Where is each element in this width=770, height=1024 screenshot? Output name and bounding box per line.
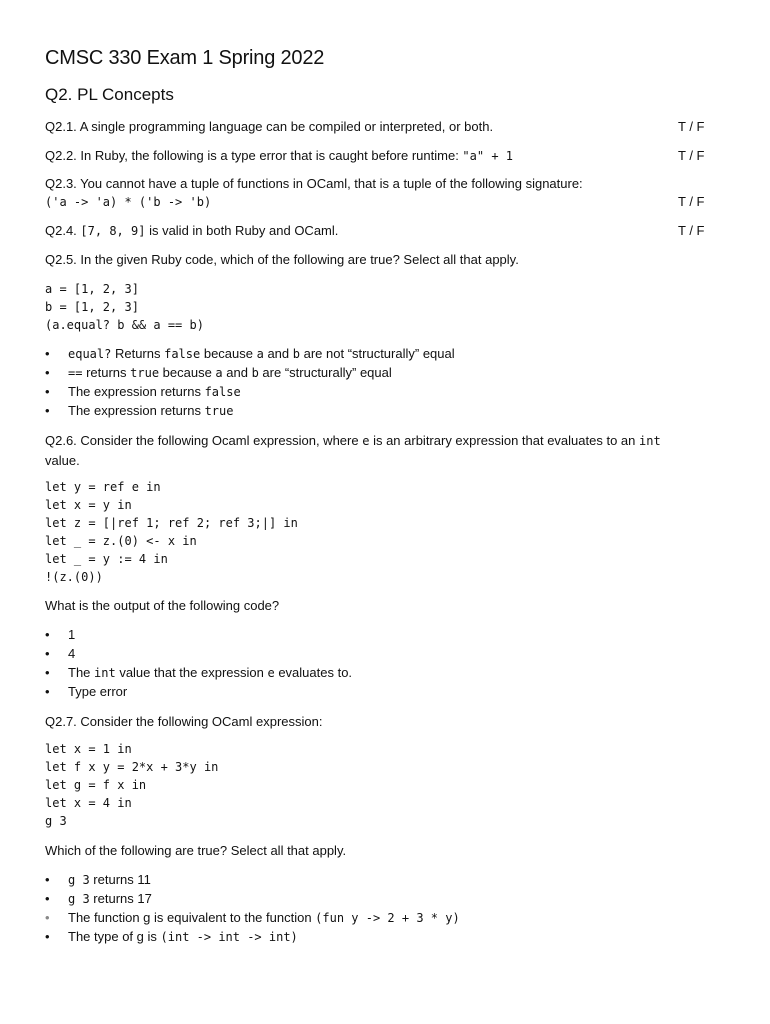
question-text: Q2.2. In Ruby, the following is a type error that is caught before runtime: <box>45 148 463 163</box>
inline-code: (int -> int -> int) <box>160 930 298 944</box>
bullet-icon: • <box>45 627 50 642</box>
option-text: 17 <box>137 891 152 906</box>
question-prompt: Which of the following are true? Select all that apply. <box>45 843 347 858</box>
bullet-icon: • <box>45 684 50 699</box>
answer-option[interactable] <box>45 382 455 401</box>
bullet-icon: • <box>45 365 50 380</box>
bullet-icon: • <box>45 665 50 680</box>
option-text: value that the expression <box>115 665 268 680</box>
inline-code: (fun y -> 2 + 3 * y) <box>315 911 460 925</box>
inline-code: a <box>256 347 264 361</box>
inline-code: ('a -> 'a) * ('b -> 'b) <box>45 195 212 209</box>
inline-code: b <box>251 366 259 380</box>
option-text: The expression returns <box>68 403 205 418</box>
bullet-icon: • <box>45 929 50 944</box>
code-block: let x = 1 in let f x y = 2*x + 3*y in let g = f x in let x = 4 in g 3 <box>45 742 219 828</box>
option-text: is <box>143 929 161 944</box>
question-text: value. <box>45 453 80 468</box>
option-text: evaluates to. <box>274 665 353 680</box>
question-2-3 <box>45 174 705 212</box>
inline-code: e <box>267 666 275 680</box>
bullet-icon: • <box>45 910 50 925</box>
page-title: CMSC 330 Exam 1 Spring 2022 <box>45 47 325 69</box>
option-text: are “structurally” equal <box>258 365 392 380</box>
question-2-7: Q2.7. Consider the following OCaml expression: <box>45 714 323 729</box>
answer-options <box>45 344 455 420</box>
inline-code: int <box>639 434 661 448</box>
bullet-icon: • <box>45 891 50 906</box>
inline-code: [7, 8, 9] <box>80 224 146 238</box>
answer-option[interactable] <box>45 870 460 889</box>
bullet-icon: • <box>45 403 50 418</box>
question-text: is valid in both Ruby and OCaml. <box>145 223 339 238</box>
question-number: Q2.4. <box>45 223 81 238</box>
option-text: g <box>143 910 151 925</box>
true-false-option[interactable]: T / F <box>678 223 705 238</box>
question-2-6 <box>45 431 705 470</box>
inline-code: e <box>362 434 370 448</box>
answer-option[interactable] <box>45 363 455 382</box>
code-block: a = [1, 2, 3] b = [1, 2, 3] (a.equal? b && a == b) <box>45 282 204 332</box>
option-text: because <box>159 365 216 380</box>
option-text: and <box>222 365 252 380</box>
answer-option[interactable] <box>45 344 455 363</box>
option-text: The <box>68 665 95 680</box>
true-false-option[interactable]: T / F <box>678 194 705 209</box>
question-2-4 <box>45 221 665 241</box>
option-text: because <box>200 346 257 361</box>
question-text: is an arbitrary expression that evaluates to an <box>369 433 639 448</box>
option-text: is equivalent to the function <box>150 910 316 925</box>
answer-option[interactable] <box>45 908 460 927</box>
answer-option[interactable] <box>45 682 352 701</box>
question-text: Q2.3. You cannot have a tuple of functions in OCaml, that is a tuple of the following signature: <box>45 176 583 191</box>
option-text: The type of <box>68 929 137 944</box>
true-false-option[interactable]: T / F <box>678 148 705 163</box>
inline-code: g 3 <box>68 892 90 906</box>
question-2-5: Q2.5. In the given Ruby code, which of the following are true? Select all that apply. <box>45 252 519 267</box>
true-false-option[interactable]: T / F <box>678 119 705 134</box>
option-text: and <box>263 346 293 361</box>
option-text: returns <box>89 872 138 887</box>
section-heading: Q2. PL Concepts <box>45 85 174 104</box>
inline-code: true <box>204 404 234 418</box>
option-text: The function <box>68 910 144 925</box>
option-text: returns <box>82 365 131 380</box>
answer-option[interactable] <box>45 401 455 420</box>
option-text: Type error <box>68 684 128 699</box>
inline-code: false <box>164 347 201 361</box>
question-2-1: Q2.1. A single programming language can be compiled or interpreted, or both. <box>45 119 494 134</box>
bullet-icon: • <box>45 346 50 361</box>
inline-code: a <box>215 366 223 380</box>
option-text: Returns <box>111 346 165 361</box>
option-text: returns <box>89 891 138 906</box>
inline-code: true <box>130 366 160 380</box>
answer-option[interactable] <box>45 625 352 644</box>
question-2-2 <box>45 146 665 166</box>
inline-code: == <box>68 366 83 380</box>
answer-option[interactable] <box>45 644 352 663</box>
option-text: 11 <box>137 872 151 887</box>
code-block: let y = ref e in let x = y in let z = [|ref 1; ref 2; ref 3;|] in let _ = z.(0) <- x in let _ = y := 4 in !(z.(0)) <box>45 480 298 584</box>
option-text: The expression returns <box>68 384 205 399</box>
answer-option[interactable] <box>45 889 460 908</box>
inline-code: "a" + 1 <box>462 149 513 163</box>
bullet-icon: • <box>45 872 50 887</box>
inline-code: equal? <box>68 347 112 361</box>
question-text: Q2.6. Consider the following Ocaml expression, where <box>45 433 363 448</box>
option-text: 4 <box>68 646 76 661</box>
bullet-icon: • <box>45 384 50 399</box>
option-text: g <box>136 929 144 944</box>
inline-code: g 3 <box>68 873 90 887</box>
answer-option[interactable] <box>45 927 460 946</box>
option-text: 1 <box>68 627 76 642</box>
answer-option[interactable] <box>45 663 352 682</box>
inline-code: int <box>94 666 116 680</box>
bullet-icon: • <box>45 646 50 661</box>
answer-options <box>45 625 352 701</box>
inline-code: b <box>292 347 300 361</box>
inline-code: false <box>204 385 241 399</box>
question-prompt: What is the output of the following code? <box>45 598 280 613</box>
answer-options <box>45 870 460 946</box>
option-text: are not “structurally” equal <box>300 346 455 361</box>
